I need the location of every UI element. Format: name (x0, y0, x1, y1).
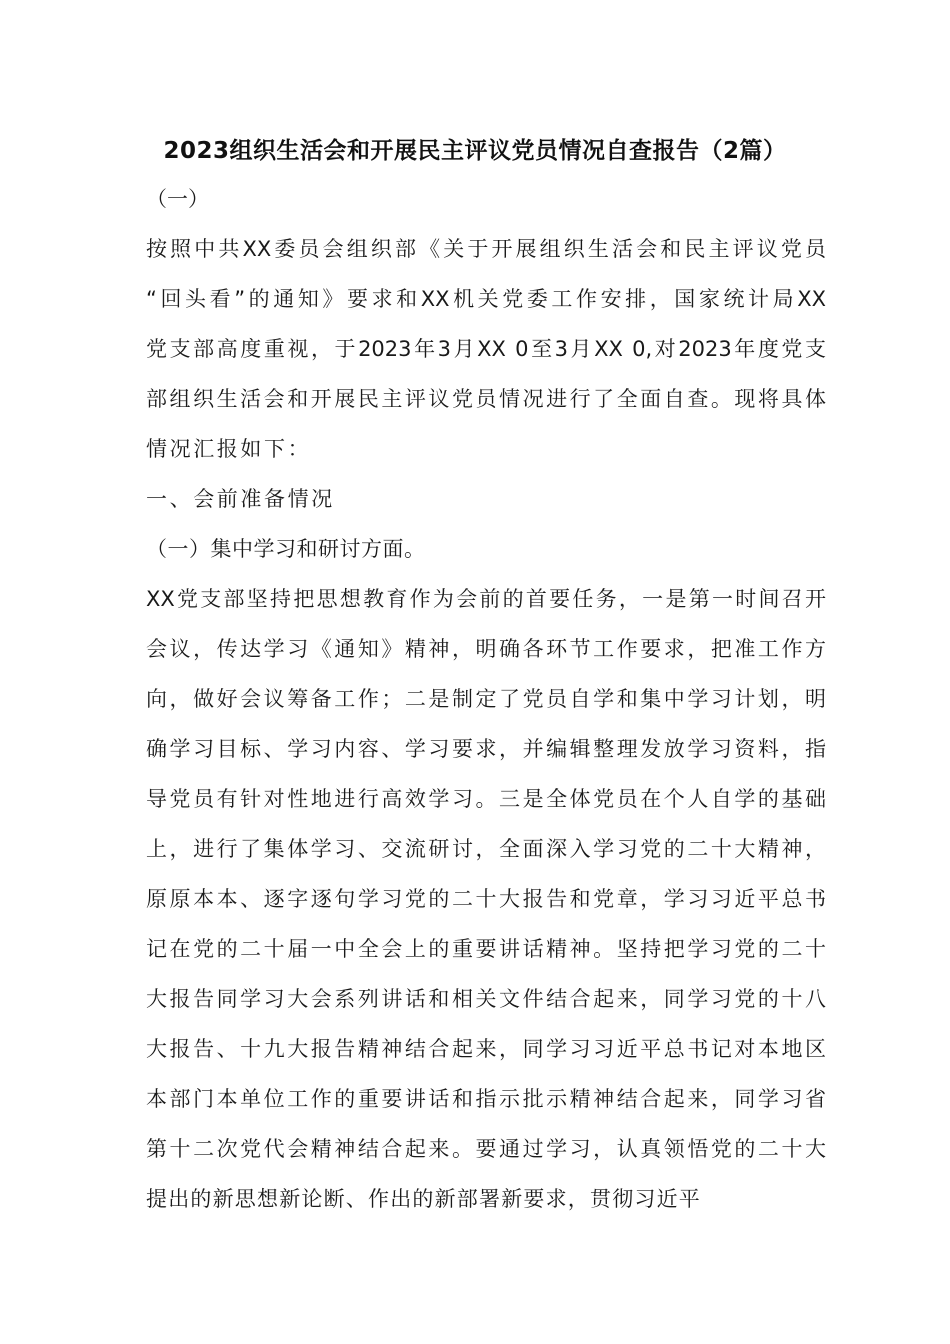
paragraph-line: 大报告、十九大报告精神结合起来，同学习习近平总书记对本地区 (146, 1037, 826, 1061)
paragraph-line: 会议，传达学习《通知》精神，明确各环节工作要求，把准工作方 (146, 637, 826, 661)
section-marker: （一） (146, 187, 209, 211)
document-title: 2023组织生活会和开展民主评议党员情况自查报告（2篇） (163, 138, 787, 164)
paragraph-line: 确学习目标、学习内容、学习要求，并编辑整理发放学习资料，指 (146, 737, 826, 761)
paragraph-line: XX党支部坚持把思想教育作为会前的首要任务，一是第一时间召开 (146, 587, 826, 611)
paragraph-line: “回头看”的通知》要求和XX机关党委工作安排，国家统计局XX (146, 287, 826, 311)
subsection-heading: （一）集中学习和研讨方面。 (146, 537, 426, 561)
paragraph-line: 党支部高度重视，于2023年3月XX 0至3月XX 0,对2023年度党支 (146, 337, 826, 361)
paragraph-line: 上，进行了集体学习、交流研讨，全面深入学习党的二十大精神， (146, 837, 826, 861)
paragraph-line: 向，做好会议筹备工作；二是制定了党员自学和集中学习计划，明 (146, 687, 826, 711)
paragraph-line: 情况汇报如下： (146, 437, 312, 461)
paragraph-line: 记在党的二十届一中全会上的重要讲话精神。坚持把学习党的二十 (146, 937, 826, 961)
paragraph-line: 本部门本单位工作的重要讲话和指示批示精神结合起来，同学习省 (146, 1087, 826, 1111)
paragraph-line: 导党员有针对性地进行高效学习。三是全体党员在个人自学的基础 (146, 787, 826, 811)
paragraph-line: 按照中共XX委员会组织部《关于开展组织生活会和民主评议党员 (146, 237, 826, 261)
section-heading: 一、会前准备情况 (146, 487, 335, 511)
paragraph-line: 部组织生活会和开展民主评议党员情况进行了全面自查。现将具体 (146, 387, 826, 411)
paragraph-line: 第十二次党代会精神结合起来。要通过学习，认真领悟党的二十大 (146, 1137, 826, 1161)
paragraph-line: 大报告同学习大会系列讲话和相关文件结合起来，同学习党的十八 (146, 987, 826, 1011)
paragraph-line: 提出的新思想新论断、作出的新部署新要求，贯彻习近平 (146, 1187, 701, 1211)
paragraph-line: 原原本本、逐字逐句学习党的二十大报告和党章，学习习近平总书 (146, 887, 826, 911)
